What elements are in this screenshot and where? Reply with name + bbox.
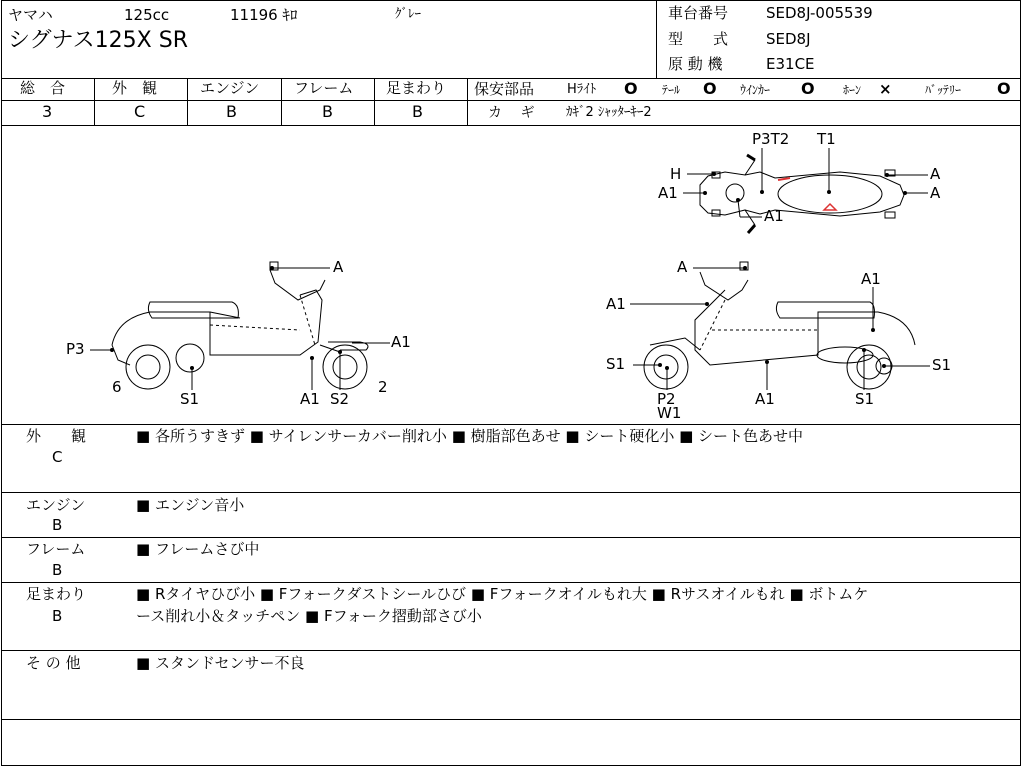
frame-no-value: SED8J-005539 bbox=[766, 4, 873, 22]
safety-horn-mark: × bbox=[879, 80, 892, 98]
diagram-label: A bbox=[930, 165, 941, 183]
grade-divider bbox=[374, 78, 375, 126]
grade-exterior-label: 外 観 bbox=[112, 79, 158, 97]
type-label: 型 式 bbox=[668, 30, 729, 48]
grade-suspension-label: 足まわり bbox=[386, 79, 447, 97]
diagram-label: A1 bbox=[755, 390, 775, 408]
safety-battery: ﾊﾞｯﾃﾘｰ bbox=[925, 83, 962, 97]
frame-no-label: 車台番号 bbox=[668, 4, 729, 22]
diagram-label: A1 bbox=[658, 184, 678, 202]
diagram-label: 6 bbox=[112, 378, 122, 396]
grade-total-value: 3 bbox=[42, 102, 53, 121]
diagram-label: A bbox=[677, 258, 688, 276]
diagram-label: A1 bbox=[606, 295, 626, 313]
note-grade: B bbox=[52, 561, 63, 579]
notes-divider bbox=[1, 492, 1021, 493]
diagram-label: T1 bbox=[817, 130, 836, 148]
marker-dots bbox=[110, 172, 907, 373]
note-text: ■ スタンドセンサー不良 bbox=[136, 654, 305, 672]
diagram-label: S1 bbox=[606, 355, 626, 373]
displacement: 125cc bbox=[124, 6, 170, 24]
mileage: 11196 ｷﾛ bbox=[230, 6, 298, 24]
note-grade: C bbox=[52, 448, 63, 466]
grade-engine-label: エンジン bbox=[200, 79, 260, 97]
grade-mid-line bbox=[1, 100, 1021, 101]
grade-divider bbox=[467, 78, 468, 126]
safety-headlight: Hﾗｲﾄ bbox=[567, 82, 597, 97]
diagram-label: A bbox=[333, 258, 344, 276]
diagram-label: A bbox=[930, 184, 941, 202]
key-value: ｶｷﾞ2 ｼｬｯﾀｰｷｰ2 bbox=[566, 105, 652, 120]
note-text: ■ エンジン音小 bbox=[136, 496, 245, 514]
diagram-label: 2 bbox=[378, 378, 388, 396]
diagram-label: S2 bbox=[330, 390, 350, 408]
grade-divider bbox=[281, 78, 282, 126]
safety-battery-mark: O bbox=[997, 79, 1011, 98]
note-grade: B bbox=[52, 607, 63, 625]
safety-label: 保安部品 bbox=[474, 80, 535, 98]
model-name: シグナス125X SR bbox=[8, 28, 188, 53]
safety-taillight: ﾃｰﾙ bbox=[662, 83, 681, 97]
leader-lines bbox=[90, 148, 930, 390]
grade-engine-value: B bbox=[226, 102, 237, 121]
header-divider bbox=[656, 0, 657, 78]
note-category: 足まわり bbox=[26, 585, 87, 603]
note-category: 外 観 bbox=[26, 427, 87, 445]
diagram-label: A1 bbox=[391, 333, 411, 351]
engine-value: E31CE bbox=[766, 55, 815, 73]
diagram-bottom-line bbox=[1, 424, 1021, 425]
type-value: SED8J bbox=[766, 30, 811, 48]
diagram-label: S1 bbox=[855, 390, 875, 408]
notes-divider bbox=[1, 537, 1021, 538]
maker-name: ヤマハ bbox=[8, 6, 53, 24]
key-label: カ ギ bbox=[488, 105, 535, 121]
diagram-label: S1 bbox=[180, 390, 200, 408]
safety-horn: ﾎｰﾝ bbox=[843, 83, 862, 97]
notes-divider bbox=[1, 650, 1021, 651]
note-category: そ の 他 bbox=[26, 654, 81, 672]
diagram-label: A1 bbox=[764, 207, 784, 225]
engine-label: 原 動 機 bbox=[668, 55, 723, 73]
note-text: ■ 各所うすきず ■ サイレンサーカバー削れ小 ■ 樹脂部色あせ ■ シート硬化小 ■ シート色あせ中 bbox=[136, 427, 804, 445]
color: ｸﾞﾚｰ bbox=[395, 7, 421, 22]
top-view-scooter bbox=[700, 155, 904, 233]
safety-taillight-mark: O bbox=[703, 79, 717, 98]
note-category: エンジン bbox=[26, 496, 86, 514]
diagram-label: P2 bbox=[657, 390, 676, 408]
diagram-label: P3T2 bbox=[752, 130, 790, 148]
grade-exterior-value: C bbox=[134, 102, 146, 121]
note-text-continued: ース削れ小＆タッチペン ■ Fフォーク摺動部さび小 bbox=[136, 607, 482, 625]
grade-frame-value: B bbox=[322, 102, 333, 121]
diagram-label: W1 bbox=[657, 404, 682, 422]
diagram-label: A1 bbox=[861, 270, 881, 288]
notes-divider bbox=[1, 719, 1021, 720]
safety-winker-mark: O bbox=[801, 79, 815, 98]
diagram-label: A1 bbox=[300, 390, 320, 408]
safety-headlight-mark: O bbox=[624, 79, 638, 98]
grade-total-label: 総 合 bbox=[20, 79, 66, 97]
note-text: ■ Rタイヤひび小 ■ Fフォークダストシールひび ■ Fフォークオイルもれ大 ■ Rサスオイルもれ ■ ボトムケ bbox=[136, 585, 869, 603]
grade-divider bbox=[187, 78, 188, 126]
grade-suspension-value: B bbox=[412, 102, 423, 121]
notes-divider bbox=[1, 582, 1021, 583]
grade-frame-label: フレーム bbox=[294, 79, 354, 97]
diagram-label: H bbox=[670, 165, 682, 183]
diagram-label: S1 bbox=[932, 356, 952, 374]
note-category: フレーム bbox=[26, 540, 86, 558]
grade-divider bbox=[94, 78, 95, 126]
diagram-label: P3 bbox=[66, 340, 85, 358]
safety-winker: ｳｲﾝｶｰ bbox=[740, 83, 771, 97]
left-view-scooter bbox=[112, 258, 368, 389]
note-grade: B bbox=[52, 516, 63, 534]
note-text: ■ フレームさび中 bbox=[136, 540, 260, 558]
